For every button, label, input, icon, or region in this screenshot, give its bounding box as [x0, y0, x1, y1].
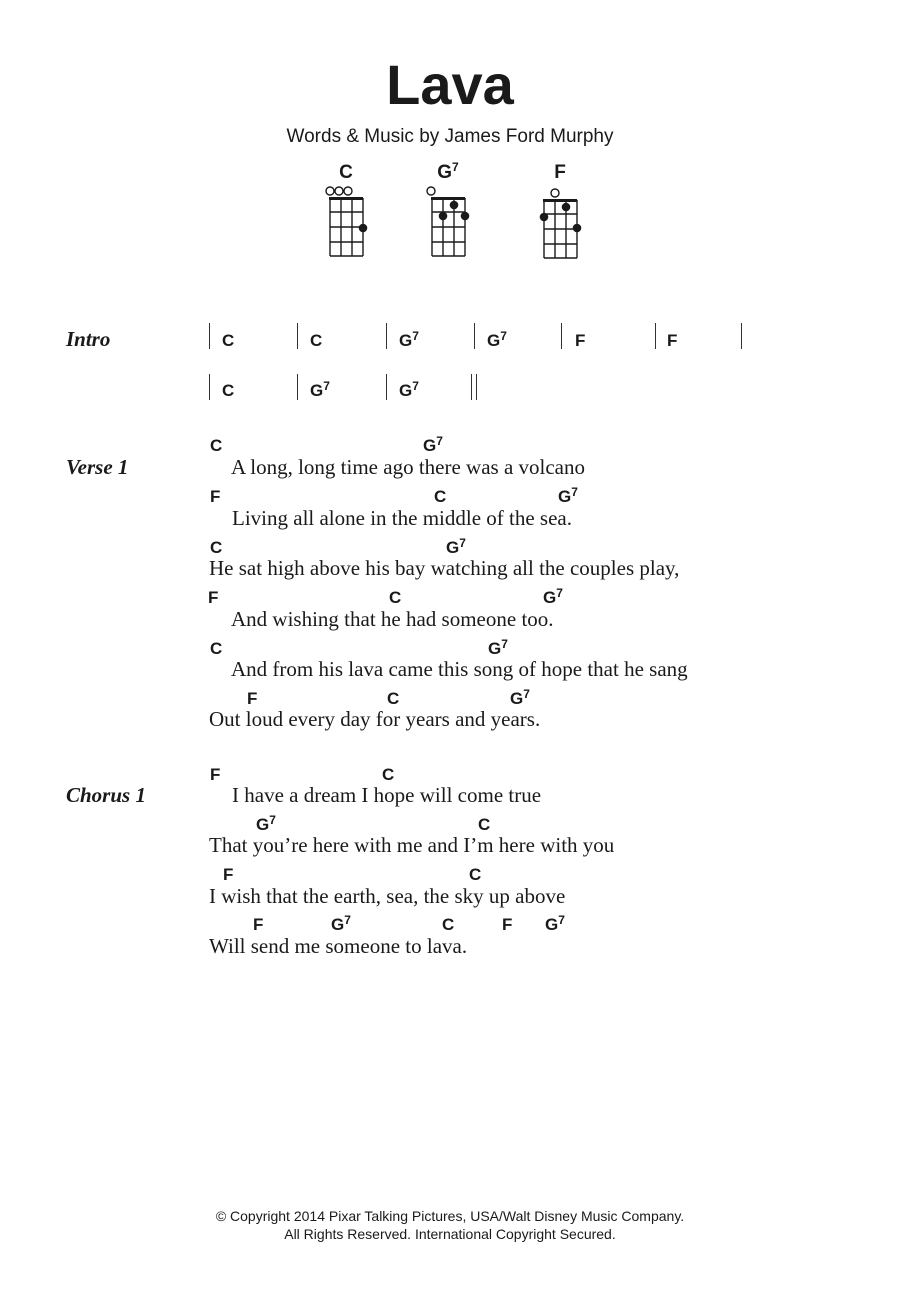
chord-symbol: F	[223, 865, 234, 884]
intro-chord: F	[667, 331, 678, 350]
intro-chord: $G^7$	[487, 329, 507, 350]
chord-symbol: C	[387, 689, 400, 708]
barline	[561, 323, 562, 349]
copyright-line: © Copyright 2014 Pixar Talking Pictures, USA/Walt Disney Music Company.	[215, 1208, 685, 1224]
barline	[297, 374, 298, 400]
chord-symbol: C	[469, 865, 482, 884]
chord-grid-icon	[314, 184, 378, 262]
chord-symbol: C	[442, 915, 455, 934]
chord-symbol: C	[210, 538, 223, 557]
lyric-line: And wishing that he had someone too.	[231, 607, 554, 631]
intro-chord: $G^7$	[310, 379, 330, 400]
chord-symbol: $G^7$	[558, 485, 578, 506]
barline	[386, 323, 387, 349]
chord-symbol: $G^7$	[331, 913, 351, 934]
chord-diagram-name: C	[339, 162, 353, 183]
chord-grid-icon	[528, 184, 592, 262]
chord-symbol: C	[434, 487, 447, 506]
byline: Words & Music by James Ford Murphy	[286, 126, 614, 147]
chord-symbol: $G^7$	[545, 913, 565, 934]
chord-symbol: C	[210, 639, 223, 658]
lyric-line: He sat high above his bay watching all the couples play,	[209, 556, 680, 580]
section-label-intro: Intro	[66, 327, 111, 351]
chord-symbol: $G^7$	[488, 637, 508, 658]
chord-symbol: F	[502, 915, 513, 934]
intro-chord: F	[575, 331, 586, 350]
barline	[209, 323, 210, 349]
chord-diagram-g7	[416, 162, 480, 262]
lyric-line: Living all alone in the middle of the sea.	[232, 506, 572, 530]
lyric-line: That you’re here with me and I’m here with you	[209, 833, 615, 857]
lyric-line: A long, long time ago there was a volcano	[231, 455, 585, 479]
section-label-verse-1: Verse 1	[66, 455, 129, 479]
lyric-line: I wish that the earth, sea, the sky up above	[209, 884, 566, 908]
lyric-line: Out loud every day for years and years.	[209, 707, 541, 731]
lyric-line: Will send me someone to lava.	[209, 934, 468, 958]
chord-symbol: C	[382, 765, 395, 784]
chord-symbol: $G^7$	[543, 586, 563, 607]
chord-diagram-c	[314, 162, 378, 262]
lyric-line: I have a dream I hope will come true	[232, 783, 542, 807]
barline	[474, 323, 475, 349]
chord-symbol: C	[478, 815, 491, 834]
barline	[386, 374, 387, 400]
lyric-line: And from his lava came this song of hope that he sang	[231, 657, 688, 681]
intro-chord: C	[310, 331, 323, 350]
intro-chord: C	[222, 331, 235, 350]
chord-symbol: F	[208, 588, 219, 607]
chord-symbol: F	[210, 765, 221, 784]
double-barline	[471, 374, 477, 400]
chord-symbol: $G^7$	[423, 434, 443, 455]
barline	[741, 323, 742, 349]
chord-diagram-f	[528, 162, 592, 262]
chord-symbol: $G^7$	[446, 536, 466, 557]
section-label-chorus-1: Chorus 1	[66, 783, 146, 807]
song-title: Lava	[386, 53, 514, 116]
intro-chord: C	[222, 381, 235, 400]
chord-symbol: $G^7$	[256, 813, 276, 834]
chord-symbol: $G^7$	[510, 687, 530, 708]
intro-chord: $G^7$	[399, 329, 419, 350]
chord-symbol: F	[247, 689, 258, 708]
chord-symbol: F	[253, 915, 264, 934]
rights-line: All Rights Reserved. International Copyright Secured.	[284, 1226, 616, 1242]
barline	[297, 323, 298, 349]
chord-symbol: C	[389, 588, 402, 607]
barline	[655, 323, 656, 349]
chord-grid-icon	[416, 184, 480, 262]
barline	[209, 374, 210, 400]
chord-diagram-name: $G^7$	[437, 160, 459, 183]
chord-symbol: F	[210, 487, 221, 506]
intro-chord: $G^7$	[399, 379, 419, 400]
chord-diagram-name: F	[554, 162, 566, 183]
chord-symbol: C	[210, 436, 223, 455]
